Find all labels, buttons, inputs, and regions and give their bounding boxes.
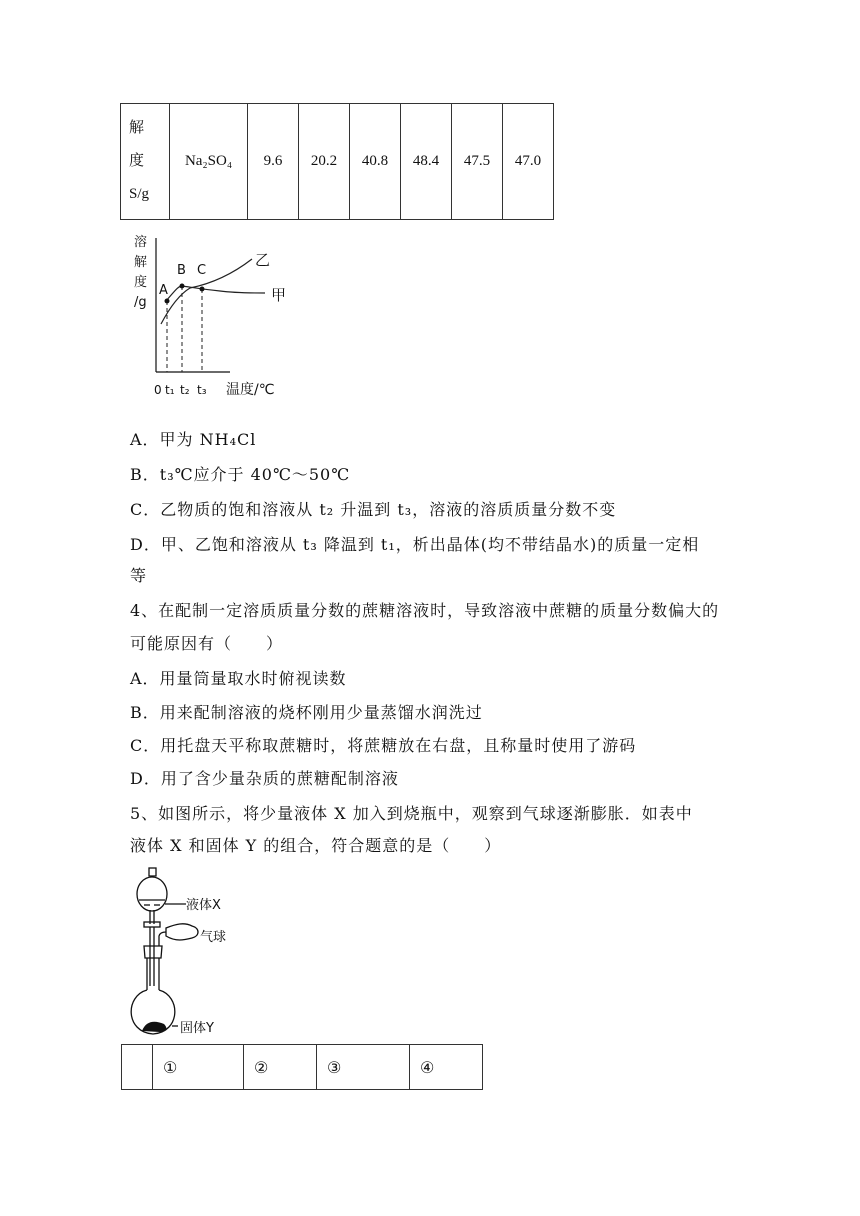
- table-cell: ④: [410, 1045, 483, 1090]
- x-tick-label: 0: [154, 383, 162, 397]
- curve-jia: [166, 286, 265, 301]
- label-solid-y: 固体Y: [180, 1021, 214, 1036]
- option-c: C．乙物质的饱和溶液从 t₂ 升温到 t₃，溶液的溶质质量分数不变: [130, 500, 617, 519]
- question4-stem-line1: 4、在配制一定溶质质量分数的蔗糖溶液时，导致溶液中蔗糖的质量分数偏大的: [130, 601, 720, 620]
- y-label-char: 度: [134, 275, 148, 290]
- point-label-c: C: [197, 263, 207, 278]
- curve-label-jia: 甲: [271, 286, 287, 304]
- table-cell: 9.6: [248, 104, 299, 220]
- x-tick-label: t₁: [165, 383, 175, 397]
- curve-label-yi: 乙: [255, 251, 271, 269]
- point-label-a: A: [159, 283, 168, 298]
- option-a: A．甲为 NH₄Cl: [130, 430, 257, 449]
- table-cell: ①: [153, 1045, 244, 1090]
- question4-option-c: C．用托盘天平称取蔗糖时，将蔗糖放在右盘，且称量时使用了游码: [130, 736, 637, 755]
- question5-stem-line2: 液体 X 和固体 Y 的组合，符合题意的是（ ）: [130, 836, 502, 855]
- point-label-b: B: [177, 263, 186, 278]
- y-label-char: /g: [134, 295, 147, 310]
- point-a: [165, 299, 170, 304]
- rubber-stopper: [144, 946, 162, 958]
- point-b: [180, 284, 185, 289]
- y-label-char: 溶: [134, 235, 148, 250]
- option-d-line1: D．甲、乙饱和溶液从 t₃ 降温到 t₁，析出晶体(均不带结晶水)的质量一定相: [130, 535, 700, 554]
- question4-stem-line2: 可能原因有（ ）: [130, 634, 284, 653]
- row-header-line: 解: [129, 120, 145, 136]
- x-tick-label: t₃: [197, 383, 207, 397]
- label-balloon: 气球: [200, 930, 227, 945]
- table-cell: ③: [317, 1045, 410, 1090]
- row-header: [121, 104, 170, 220]
- question4-option-b: B．用来配制溶液的烧杯刚用少量蒸馏水润洗过: [130, 703, 483, 722]
- balloon: [166, 924, 198, 940]
- table-cell: 20.2: [299, 104, 350, 220]
- question4-option-a: A．用量筒量取水时俯视读数: [130, 669, 347, 688]
- table-cell: [122, 1045, 153, 1090]
- x-tick-label: t₂: [180, 383, 190, 397]
- table-cell: 40.8: [350, 104, 401, 220]
- funnel-stopper: [149, 868, 156, 876]
- funnel-bulb: [137, 877, 167, 911]
- question4-option-d: D．用了含少量杂质的蔗糖配制溶液: [130, 769, 399, 788]
- row-header-line: S/g: [129, 186, 150, 202]
- table-cell: 48.4: [401, 104, 452, 220]
- solubility-curve-figure: [130, 232, 290, 404]
- label-liquid-x: 液体X: [186, 898, 221, 913]
- side-tube: [159, 932, 166, 946]
- combination-table: [121, 1044, 483, 1090]
- table-cell: 47.5: [452, 104, 503, 220]
- table-row: [122, 1045, 483, 1090]
- y-label-char: 解: [134, 255, 148, 270]
- substance-cell: Na₂SO₄: [170, 104, 248, 220]
- solid-y: [142, 1022, 166, 1032]
- option-d-line2: 等: [130, 566, 148, 585]
- stopcock: [144, 922, 160, 927]
- option-b: B．t₃℃应介于 40℃～50℃: [130, 465, 351, 484]
- solubility-table: [120, 103, 554, 220]
- x-axis-label: 温度/℃: [226, 382, 275, 398]
- flask-apparatus-figure: [120, 866, 270, 1042]
- table-row: [121, 104, 554, 220]
- table-cell: 47.0: [503, 104, 554, 220]
- question5-stem-line1: 5、如图所示，将少量液体 X 加入到烧瓶中，观察到气球逐渐膨胀．如表中: [130, 804, 693, 823]
- row-header-line: 度: [129, 153, 145, 169]
- table-cell: ②: [244, 1045, 317, 1090]
- point-c: [200, 287, 205, 292]
